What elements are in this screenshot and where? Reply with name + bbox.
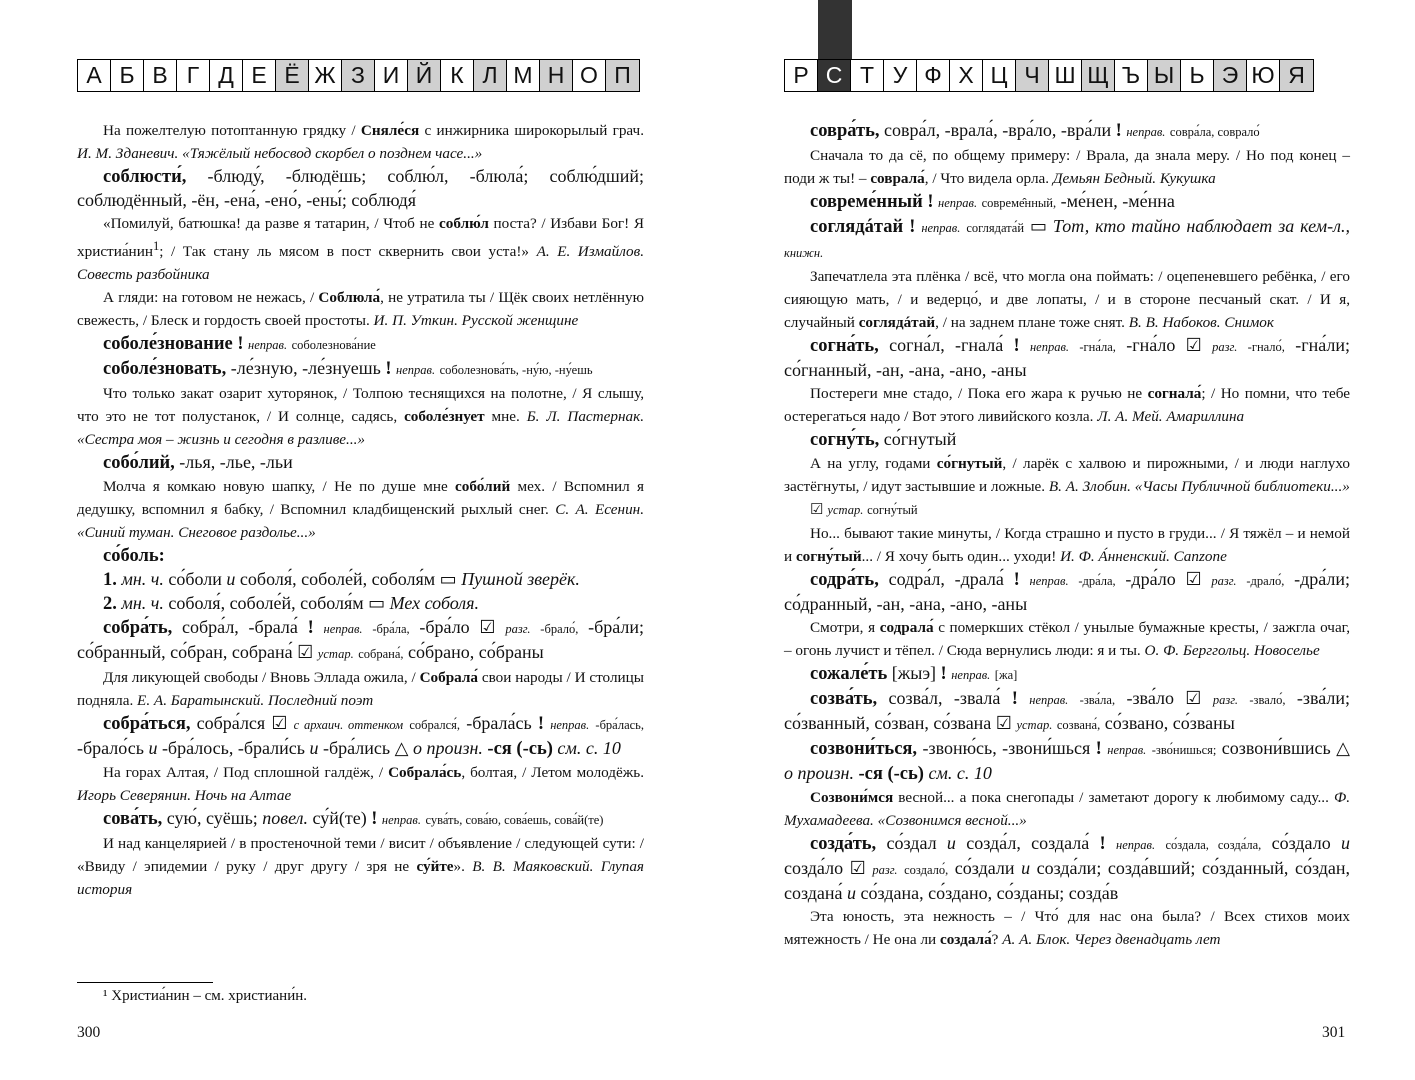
right-page [707, 0, 1415, 1080]
dictionary-column-right [784, 119, 1350, 951]
dictionary-entry: соблюсти́, -блюду́, -блюдёшь; соблю́л, -блюла́; соблю́дший; соблюдённый, -ён, -ена́, -ено́, -ены́; соблюдя́ [77, 166, 644, 210]
letter-cell-active[interactable]: С [818, 60, 851, 91]
quote: А на углу, годами со́гнутый, / ларёк с халвою и пирожными, / и люди наглухо застёгнуты, / идут застывшие и ложные. В. А. Злобин. «Часы Публичной библиотеки...» [784, 455, 1350, 495]
letter-cell[interactable]: У [884, 60, 917, 91]
quote: И над канцелярией / в простеночной теми / висит / объявление / следующей сути: / «Ввиду / эпидемии / руку / друг другу / зря не су́йте». В. В. Маяковский. Глупая история [77, 835, 644, 899]
dictionary-entry: собо́лий, -лья, -лье, -льи [103, 452, 293, 474]
letter-cell[interactable]: Е [243, 60, 276, 91]
quote: Для ликующей свободы / Вновь Эллада ожила, / Собрала́ свои народы / И столицы подняла. Е. А. Баратынский. Последний поэт [77, 669, 644, 710]
dictionary-entry: сова́ть, сую́, суёшь; повел. су́й(те) ! неправ. сува́ть, сова́ю, сова́ешь, сова́й(те) [103, 808, 604, 830]
letter-cell[interactable]: Щ [1082, 60, 1115, 91]
letter-cell[interactable]: Ы [1148, 60, 1181, 91]
alphabet-index-right [784, 59, 1314, 92]
dictionary-entry: совреме́нный ! неправ. совреме̂нный, -ме́нен, -ме́нна [810, 191, 1175, 212]
letter-cell[interactable]: Р [785, 60, 818, 91]
quote: На горах Алтая, / Под сплошной галдёж, / Собрала́сь, болтая, / Летом молодёжь. Игорь Северянин. Ночь на Алтае [77, 764, 644, 805]
dictionary-entry: согну́ть, со́гнутый [810, 429, 957, 450]
letter-cell[interactable]: И [375, 60, 408, 91]
letter-cell[interactable]: О [573, 60, 606, 91]
letter-cell[interactable]: Ю [1247, 60, 1280, 91]
letter-cell[interactable]: Н [540, 60, 573, 91]
left-page [0, 0, 707, 1080]
quote: Что только закат озарит хуторянок, / Толпою теснящихся на полотне, / Я слышу, что это не тот полустанок, / И солнце, садясь, соболе́знует мне. Б. Л. Пастернак. «Сестра моя – жизнь и сегодня в разливе...» [77, 385, 644, 449]
quote: А гляди: на готовом не нежась, / Соблюла́, не утратила ты / Щёк своих нетлённую свежесть, / Блеск и гордость своей простоты. И. П. Уткин. Русской женщине [77, 289, 644, 330]
letter-cell[interactable]: Х [950, 60, 983, 91]
quote: «Помилуй, батюшка! да разве я татарин, / Чтоб не соблю́л поста? / Избави Бог! Я христиа́нин$^1$; / Так стану ль мясом в пост сквернить свои уста!» А. Е. Измайлов. Совесть разбойника [77, 215, 644, 284]
letter-cell[interactable]: Ж [309, 60, 342, 91]
dictionary-entry: собра́ть, собра́л, -брала́ ! неправ. -бра́ла, -бра́ло ☑ разг. -брало́, -бра́ли; со́бранный, со́бран, собрана́ ☑ устар. собрана́, со́брано, со́браны [77, 617, 645, 663]
dictionary-entry: соболе́зновать, -ле́зную, -ле́знуешь ! неправ. соболезнова́ть, -ну́ю, -ну́ешь [103, 358, 593, 380]
dictionary-entry: ☑ устар. согну́тый [810, 501, 918, 518]
quote: Запечатлела эта плёнка / всё, что могла она поймать: / оцепеневшего ребёнка, / его сияющую мать, / и ведерцо́, и две лопаты, / и в стороне песчаный скат. / И я, случайный соглядáтай, / на заднем плане тоже снят. В. В. Набоков. Снимок [784, 268, 1350, 331]
letter-cell[interactable]: Ш [1049, 60, 1082, 91]
page-number-left: 300 [77, 1024, 101, 1041]
dictionary-entry: собра́ться, собра́лся ☑ с архаич. оттенком собрался́, -брала́сь ! неправ. -бра́лась, -брало́сь и -бра́лось, -брали́сь и -бра́лись △ о произн. -ся (-сь) см. с. 10 [77, 713, 644, 760]
letter-cell[interactable]: Й [408, 60, 441, 91]
dictionary-entry: созда́ть, со́здал и созда́л, создала́ ! неправ. со́здала, созда́ла, со́здало и созда́ло ☑ разг. создало́, со́здали и созда́ли; созда́вший; со́зданный, со́здан, создана́ и со́здана, со́здано, со́зданы; созда́в [784, 833, 1351, 903]
dictionary-entry: согна́ть, согна́л, -гнала́ ! неправ. -гна́ла, -гна́ло ☑ разг. -гнало́, -гна́ли; со́гнанный, -ан, -ана, -ано, -аны [784, 335, 1351, 380]
letter-cell[interactable]: М [507, 60, 540, 91]
letter-cell[interactable]: П [606, 60, 639, 91]
quote: Созвони́мся весной... а пока снегопады / заметают дорогу к любимому саду... Ф. Мухамадеева. «Созвонимся весной...» [784, 789, 1350, 829]
letter-cell[interactable]: Ц [983, 60, 1016, 91]
letter-cell[interactable]: Г [177, 60, 210, 91]
letter-cell[interactable]: Ъ [1115, 60, 1148, 91]
dictionary-entry: соглядáтай ! неправ. соглядата́й ▭ Тот, кто тайно наблюдает за кем-л., книжн. [784, 216, 1351, 260]
footnote: ¹ Христиа́нин – см. христиани́н. [103, 988, 307, 1004]
letter-cell[interactable]: К [441, 60, 474, 91]
dictionary-entry: созвони́ться, -звоню́сь, -звони́шься ! неправ. -зво́нишься; созвони́вшись △ о произн. -ся (-сь) см. с. 10 [784, 738, 1351, 784]
dictionary-entry: совра́ть, совра́л, -врала́, -вра́ло, -вра́ли ! неправ. совра́ла, соврало́ [810, 120, 1260, 141]
dictionary-entry: созва́ть, созва́л, -звала́ ! неправ. -зва́ла, -зва́ло ☑ разг. -звало́, -зва́ли; со́званный, со́зван, со́звана ☑ устар. созвана́, со́звано, со́званы [784, 688, 1350, 733]
alphabet-index-left [77, 59, 640, 92]
dictionary-entry: 1. мн. ч. со́боли и соболя́, соболе́й, соболя́м ▭ Пушной зверёк. [103, 569, 580, 591]
letter-cell[interactable]: Я [1280, 60, 1313, 91]
quote: Постереги мне стадо, / Пока его жара к ручью не согнала́; / Но помни, что тебе остерегаться надо / Вот этого ливийского козла. Л. А. Мей. Амариллина [784, 385, 1350, 425]
footnote-rule [77, 982, 213, 983]
dictionary-entry: соболе́знование ! неправ. соболезнова́ние [103, 334, 376, 355]
letter-cell[interactable]: Ф [917, 60, 950, 91]
letter-cell[interactable]: В [144, 60, 177, 91]
letter-cell[interactable]: Д [210, 60, 243, 91]
page-number-right: 301 [1322, 1024, 1346, 1041]
dictionary-entry: со́боль: [103, 546, 165, 567]
letter-cell[interactable]: Э [1214, 60, 1247, 91]
letter-cell[interactable]: Ь [1181, 60, 1214, 91]
quote: Смотри, я содрала́ с померкших стёкол / унылые бумажные кресты, / зажгла очаг, – огонь лучист и тёпел. / Сюда вернулись люди: я и ты. О. Ф. Берггольц. Новоселье [784, 619, 1350, 659]
dictionary-entry: содра́ть, содра́л, -драла́ ! неправ. -дра́ла, -дра́ло ☑ разг. -драло́, -дра́ли; со́дранный, -ан, -ана, -ано, -аны [784, 569, 1351, 614]
quote: Эта юность, эта нежность – / Что́ для нас она была? / Всех стихов моих мятежность / Не она ли создала́? А. А. Блок. Через двенадцать лет [784, 908, 1350, 948]
quote: Сначала то да сё, по общему примеру: / Врала, да знала меру. / Но под конец – поди ж ты! – соврала́, / Что видела орла. Демьян Бедный. Кукушка [784, 147, 1350, 187]
letter-cell[interactable]: А [78, 60, 111, 91]
letter-cell[interactable]: Т [851, 60, 884, 91]
letter-cell[interactable]: Ч [1016, 60, 1049, 91]
dictionary-entry: 2. мн. ч. соболя́, соболе́й, соболя́м ▭ Мех соболя. [103, 593, 480, 615]
letter-cell[interactable]: Ё [276, 60, 309, 91]
quote: Молча я комкаю новую шапку, / Не по душе мне собо́лий мех. / Вспомнил я дедушку, вспомнил я бабку, / Вспомнил кладбищенский рыхлый снег. С. А. Есенин. «Синий туман. Снеговое раздолье...» [77, 478, 644, 542]
dictionary-column-left [77, 119, 644, 901]
quote: На пожелтелую потоптанную грядку / Сняле́ся с инжирника широкорылый грач. И. М. Зданевич. «Тяжёлый небосвод скорбел о позднем часе...» [77, 122, 644, 162]
letter-cell[interactable]: З [342, 60, 375, 91]
letter-cell[interactable]: Б [111, 60, 144, 91]
letter-cell[interactable]: Л [474, 60, 507, 91]
quote: Но... бывают такие минуты, / Когда страшно и пусто в груди... / Я тяжёл – и немой и согну́тый... / Я хочу быть один... уходи! И. Ф. А́нненский. Canzone [784, 525, 1350, 565]
dictionary-entry: сожале́ть [жыэ] ! неправ. [жа] [810, 663, 1018, 684]
